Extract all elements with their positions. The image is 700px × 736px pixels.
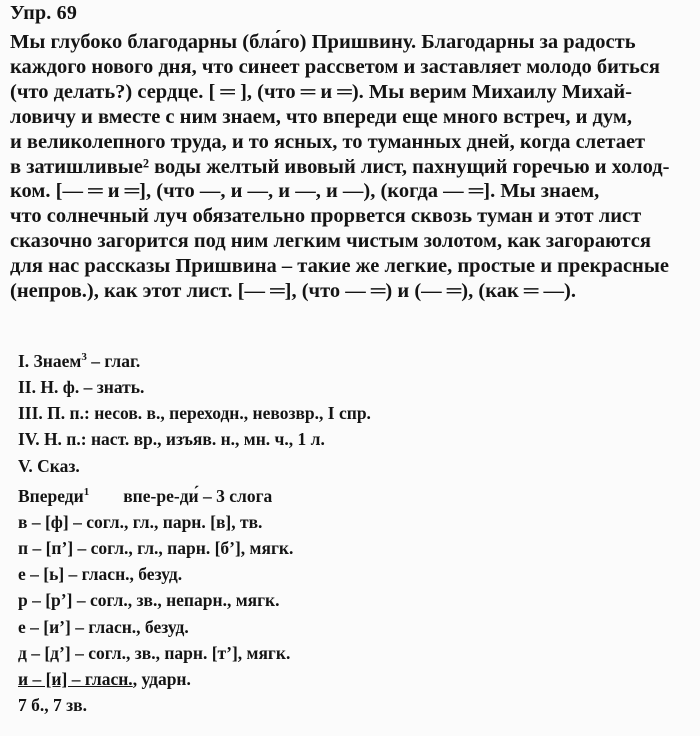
text-line: каждого нового дня, что синеет рассветом и заставляет молодо биться (10, 55, 660, 78)
text-line: сказочно загорится под ним легким чистым золотом, как загораются (10, 230, 651, 253)
phonetic-header (18, 479, 688, 509)
morph-line-2: II. Н. ф. – знать. (18, 377, 145, 398)
phonetic-summary: 7 б., 7 зв. (18, 695, 87, 716)
text-line: Мы глубоко благодарны (бла́го) Пришвину. Благодарны за радость (10, 31, 636, 53)
morph-line-5: V. Сказ. (18, 455, 80, 476)
text-line: ловичу и вместе с ним знаем, что впереди еще много встреч, и дум, (10, 105, 632, 128)
text-line: в затишливые² воды желтый ивовый лист, пахнущий горечью и холод- (10, 155, 670, 178)
morph-line-3: III. П. п.: несов. в., переходн., невозвр., I спр. (18, 403, 371, 424)
text-line: и великолепного труда, и то ясных, то туманных дней, когда слетает (10, 130, 646, 153)
text-line: что солнечный луч обязательно прорвется сквозь туман и этот лист (10, 205, 642, 228)
text-line: (что делать?) сердце. [ ═ ], (что ═ и ═). Мы верим Михаилу Михай- (10, 80, 632, 103)
morph-line-1 (18, 344, 688, 374)
phonetic-line: д – [д’] – согл., зв., парн. [т’], мягк. (18, 642, 291, 663)
morph-word: I. Знаем (18, 350, 82, 371)
exercise-title: Упр. 69 (10, 2, 78, 24)
phonetic-word: Впереди (18, 485, 84, 506)
phonetic-line (18, 666, 688, 692)
phonetic-line: в – [ф] – согл., гл., парн. [в], тв. (18, 511, 263, 532)
phonetic-line: е – [ь] – гласн., безуд. (18, 564, 183, 585)
morph-line-4: IV. Н. п.: наст. вр., изъяв. н., мн. ч., 1 л. (18, 429, 325, 450)
stressed-vowel: и – [и] – гласн. (18, 669, 133, 690)
syllables: впе-ре-ди́ – 3 слога (123, 485, 273, 506)
text-line: (непров.), как этот лист. [— ═], (что — ═) и (— ═), (как ═ —). (10, 280, 576, 303)
phonetic-line: п – [п’] – согл., гл., парн. [б’], мягк. (18, 538, 294, 559)
text-line: для нас рассказы Пришвина – такие же легкие, простые и прекрасные (10, 255, 669, 278)
phonetic-line: е – [и’] – гласн., безуд. (18, 616, 189, 637)
footnote-mark: 1 (83, 485, 90, 498)
phonetic-line: р – [р’] – согл., зв., непарн., мягк. (18, 590, 280, 611)
morph-pos: – глаг. (86, 350, 141, 371)
exercise-text (10, 30, 694, 304)
stress-note: , ударн. (132, 669, 191, 690)
footnote-mark: 3 (81, 351, 87, 363)
text-line: ком. [— ═ и ═], (что —, и —, и —, и —), (когда — ═]. Мы знаем, (10, 180, 600, 203)
word-analysis (18, 344, 688, 719)
